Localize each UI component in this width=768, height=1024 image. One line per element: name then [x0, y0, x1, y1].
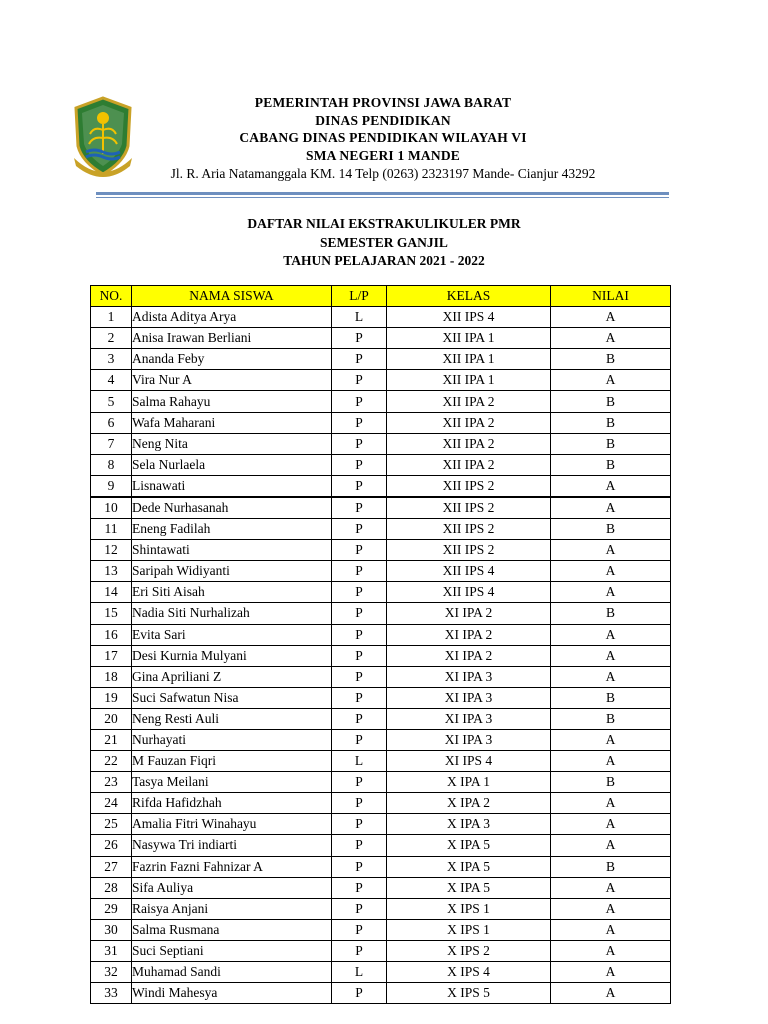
cell-nama-siswa: Eri Siti Aisah [132, 582, 332, 603]
cell-nama-siswa: Anisa Irawan Berliani [132, 328, 332, 349]
table-row [91, 370, 671, 391]
cell-lp: P [332, 687, 387, 708]
table-row [91, 793, 671, 814]
table-row [91, 708, 671, 729]
cell-lp: P [332, 835, 387, 856]
cell-nilai: A [551, 475, 671, 497]
cell-no: 27 [91, 856, 132, 877]
cell-kelas: X IPA 5 [387, 877, 551, 898]
cell-no: 8 [91, 454, 132, 475]
cell-kelas: XI IPA 2 [387, 645, 551, 666]
cell-nama-siswa: Dede Nurhasanah [132, 497, 332, 519]
cell-no: 26 [91, 835, 132, 856]
cell-lp: L [332, 751, 387, 772]
cell-nama-siswa: Suci Safwatun Nisa [132, 687, 332, 708]
cell-nama-siswa: Nasywa Tri indiarti [132, 835, 332, 856]
table-header-row [91, 286, 671, 307]
agency-name: DINAS PENDIDIKAN [315, 112, 451, 128]
cell-nilai: A [551, 919, 671, 940]
cell-lp: P [332, 877, 387, 898]
cell-no: 9 [91, 475, 132, 497]
cell-no: 12 [91, 540, 132, 561]
cell-nilai: A [551, 582, 671, 603]
cell-nama-siswa: Nurhayati [132, 729, 332, 750]
cell-kelas: XI IPA 3 [387, 729, 551, 750]
cell-kelas: XII IPS 2 [387, 540, 551, 561]
cell-nama-siswa: Vira Nur A [132, 370, 332, 391]
cell-kelas: X IPA 3 [387, 814, 551, 835]
cell-nilai: A [551, 540, 671, 561]
cell-lp: P [332, 898, 387, 919]
cell-nama-siswa: Evita Sari [132, 624, 332, 645]
cell-nama-siswa: Rifda Hafidzhah [132, 793, 332, 814]
cell-nilai: A [551, 814, 671, 835]
cell-lp: P [332, 666, 387, 687]
cell-nama-siswa: Muhamad Sandi [132, 962, 332, 983]
cell-no: 31 [91, 940, 132, 961]
cell-kelas: X IPS 1 [387, 898, 551, 919]
table-row [91, 940, 671, 961]
cell-no: 19 [91, 687, 132, 708]
table-row [91, 349, 671, 370]
table-row [91, 729, 671, 750]
cell-kelas: XII IPS 4 [387, 561, 551, 582]
cell-kelas: XII IPA 2 [387, 433, 551, 454]
cell-nilai: B [551, 412, 671, 433]
cell-lp: P [332, 328, 387, 349]
table-row [91, 666, 671, 687]
cell-nilai: A [551, 624, 671, 645]
cell-no: 18 [91, 666, 132, 687]
cell-no: 7 [91, 433, 132, 454]
cell-kelas: XI IPA 3 [387, 708, 551, 729]
table-row [91, 307, 671, 328]
cell-kelas: XI IPA 3 [387, 687, 551, 708]
title-line-3: TAHUN PELAJARAN 2021 - 2022 [283, 253, 485, 268]
cell-lp: P [332, 708, 387, 729]
cell-kelas: XII IPA 1 [387, 370, 551, 391]
cell-kelas: XII IPA 2 [387, 454, 551, 475]
cell-no: 15 [91, 603, 132, 624]
province-name: PEMERINTAH PROVINSI JAWA BARAT [254, 95, 512, 110]
cell-kelas: X IPA 1 [387, 772, 551, 793]
cell-kelas: XI IPS 4 [387, 751, 551, 772]
cell-lp: P [332, 624, 387, 645]
cell-no: 24 [91, 793, 132, 814]
cell-nilai: A [551, 962, 671, 983]
cell-kelas: XII IPA 1 [387, 328, 551, 349]
cell-nilai: A [551, 835, 671, 856]
cell-no: 17 [91, 645, 132, 666]
table-row [91, 391, 671, 412]
table-row [91, 433, 671, 454]
cell-no: 6 [91, 412, 132, 433]
cell-kelas: XII IPS 2 [387, 497, 551, 519]
cell-nama-siswa: Sela Nurlaela [132, 454, 332, 475]
cell-no: 25 [91, 814, 132, 835]
table-row [91, 877, 671, 898]
title-line-1: DAFTAR NILAI EKSTRAKULIKULER PMR [247, 216, 521, 231]
cell-nilai: B [551, 856, 671, 877]
cell-no: 20 [91, 708, 132, 729]
cell-lp: L [332, 307, 387, 328]
cell-no: 5 [91, 391, 132, 412]
table-row [91, 454, 671, 475]
cell-nama-siswa: Nadia Siti Nurhalizah [132, 603, 332, 624]
cell-no: 28 [91, 877, 132, 898]
cell-nilai: A [551, 940, 671, 961]
cell-lp: P [332, 540, 387, 561]
jawa-barat-emblem-icon [72, 96, 134, 178]
cell-lp: P [332, 919, 387, 940]
cell-nilai: A [551, 561, 671, 582]
cell-lp: L [332, 962, 387, 983]
table-row [91, 603, 671, 624]
table-row [91, 751, 671, 772]
cell-nilai: B [551, 391, 671, 412]
table-row [91, 497, 671, 519]
cell-kelas: XI IPA 2 [387, 603, 551, 624]
cell-no: 21 [91, 729, 132, 750]
cell-nilai: B [551, 349, 671, 370]
cell-kelas: XII IPA 2 [387, 412, 551, 433]
cell-no: 14 [91, 582, 132, 603]
table-row [91, 814, 671, 835]
table-row [91, 687, 671, 708]
cell-nama-siswa: Wafa Maharani [132, 412, 332, 433]
cell-no: 11 [91, 519, 132, 540]
cell-nama-siswa: Ananda Feby [132, 349, 332, 370]
cell-lp: P [332, 519, 387, 540]
header-kelas: KELAS [387, 286, 551, 307]
table-row [91, 835, 671, 856]
cell-lp: P [332, 391, 387, 412]
cell-no: 16 [91, 624, 132, 645]
header-nama-siswa: NAMA SISWA [132, 286, 332, 307]
cell-kelas: XII IPS 2 [387, 519, 551, 540]
header-lp: L/P [332, 286, 387, 307]
cell-nilai: A [551, 497, 671, 519]
cell-kelas: XII IPA 1 [387, 349, 551, 370]
cell-kelas: XII IPS 4 [387, 307, 551, 328]
document-title [184, 215, 584, 271]
cell-lp: P [332, 454, 387, 475]
cell-lp: P [332, 793, 387, 814]
cell-lp: P [332, 729, 387, 750]
cell-no: 23 [91, 772, 132, 793]
cell-nilai: B [551, 603, 671, 624]
cell-nama-siswa: Gina Apriliani Z [132, 666, 332, 687]
table-row [91, 962, 671, 983]
cell-nilai: B [551, 708, 671, 729]
cell-kelas: XII IPA 2 [387, 391, 551, 412]
cell-kelas: XI IPA 3 [387, 666, 551, 687]
cell-nilai: A [551, 328, 671, 349]
cell-nilai: A [551, 983, 671, 1004]
cell-kelas: XII IPS 4 [387, 582, 551, 603]
cell-nilai: B [551, 772, 671, 793]
cell-no: 13 [91, 561, 132, 582]
cell-nilai: A [551, 898, 671, 919]
cell-nama-siswa: Amalia Fitri Winahayu [132, 814, 332, 835]
cell-nama-siswa: Suci Septiani [132, 940, 332, 961]
cell-no: 2 [91, 328, 132, 349]
cell-nama-siswa: Eneng Fadilah [132, 519, 332, 540]
cell-nilai: A [551, 307, 671, 328]
cell-no: 22 [91, 751, 132, 772]
cell-nama-siswa: Salma Rusmana [132, 919, 332, 940]
table-row [91, 645, 671, 666]
cell-lp: P [332, 772, 387, 793]
cell-nama-siswa: Raisya Anjani [132, 898, 332, 919]
cell-no: 29 [91, 898, 132, 919]
cell-nilai: B [551, 519, 671, 540]
cell-lp: P [332, 940, 387, 961]
table-row [91, 519, 671, 540]
cell-lp: P [332, 475, 387, 497]
cell-kelas: XII IPS 2 [387, 475, 551, 497]
cell-nama-siswa: Saripah Widiyanti [132, 561, 332, 582]
table-row [91, 328, 671, 349]
cell-nama-siswa: Neng Nita [132, 433, 332, 454]
cell-nama-siswa: Adista Aditya Arya [132, 307, 332, 328]
cell-nama-siswa: Sifa Auliya [132, 877, 332, 898]
cell-no: 30 [91, 919, 132, 940]
table-row [91, 856, 671, 877]
cell-kelas: X IPS 2 [387, 940, 551, 961]
table-row [91, 540, 671, 561]
cell-no: 33 [91, 983, 132, 1004]
cell-nama-siswa: Desi Kurnia Mulyani [132, 645, 332, 666]
table-row [91, 624, 671, 645]
cell-nama-siswa: Windi Mahesya [132, 983, 332, 1004]
table-body [91, 307, 671, 1004]
cell-nilai: A [551, 793, 671, 814]
table-row [91, 983, 671, 1004]
table-row [91, 898, 671, 919]
cell-nilai: A [551, 877, 671, 898]
cell-kelas: X IPA 5 [387, 856, 551, 877]
cell-nilai: A [551, 729, 671, 750]
school-address: Jl. R. Aria Natamanggala KM. 14 Telp (0263) 2323197 Mande- Cianjur 43292 [170, 166, 596, 181]
cell-nilai: A [551, 370, 671, 391]
cell-kelas: XI IPA 2 [387, 624, 551, 645]
cell-no: 32 [91, 962, 132, 983]
cell-lp: P [332, 433, 387, 454]
cell-lp: P [332, 497, 387, 519]
cell-lp: P [332, 983, 387, 1004]
cell-lp: P [332, 814, 387, 835]
cell-nilai: B [551, 433, 671, 454]
cell-nama-siswa: Salma Rahayu [132, 391, 332, 412]
cell-nilai: A [551, 645, 671, 666]
cell-kelas: X IPA 5 [387, 835, 551, 856]
cell-lp: P [332, 856, 387, 877]
title-line-2: SEMESTER GANJIL [320, 234, 448, 250]
cell-no: 1 [91, 307, 132, 328]
grades-table [90, 285, 671, 1004]
cell-nilai: B [551, 687, 671, 708]
header-nilai: NILAI [551, 286, 671, 307]
cell-lp: P [332, 645, 387, 666]
cell-no: 4 [91, 370, 132, 391]
cell-lp: P [332, 561, 387, 582]
cell-lp: P [332, 349, 387, 370]
table-row [91, 561, 671, 582]
cell-nama-siswa: M Fauzan Fiqri [132, 751, 332, 772]
cell-lp: P [332, 412, 387, 433]
cell-lp: P [332, 370, 387, 391]
table-row [91, 919, 671, 940]
cell-kelas: X IPS 1 [387, 919, 551, 940]
table-row [91, 582, 671, 603]
table-row [91, 475, 671, 497]
cell-nama-siswa: Shintawati [132, 540, 332, 561]
cell-nama-siswa: Tasya Meilani [132, 772, 332, 793]
table-row [91, 772, 671, 793]
cell-nilai: A [551, 751, 671, 772]
cell-kelas: X IPS 5 [387, 983, 551, 1004]
letterhead [140, 94, 626, 183]
cell-nilai: B [551, 454, 671, 475]
branch-office-name: CABANG DINAS PENDIDIKAN WILAYAH VI [239, 130, 527, 145]
letterhead-divider-thin [96, 197, 669, 198]
school-name: SMA NEGERI 1 MANDE [306, 147, 460, 163]
cell-nama-siswa: Lisnawati [132, 475, 332, 497]
cell-kelas: X IPA 2 [387, 793, 551, 814]
cell-nama-siswa: Neng Resti Auli [132, 708, 332, 729]
cell-lp: P [332, 582, 387, 603]
cell-no: 10 [91, 497, 132, 519]
table-row [91, 412, 671, 433]
cell-no: 3 [91, 349, 132, 370]
header-no: NO. [91, 286, 132, 307]
letterhead-divider [96, 192, 669, 195]
cell-nama-siswa: Fazrin Fazni Fahnizar A [132, 856, 332, 877]
cell-nilai: A [551, 666, 671, 687]
cell-kelas: X IPS 4 [387, 962, 551, 983]
cell-lp: P [332, 603, 387, 624]
